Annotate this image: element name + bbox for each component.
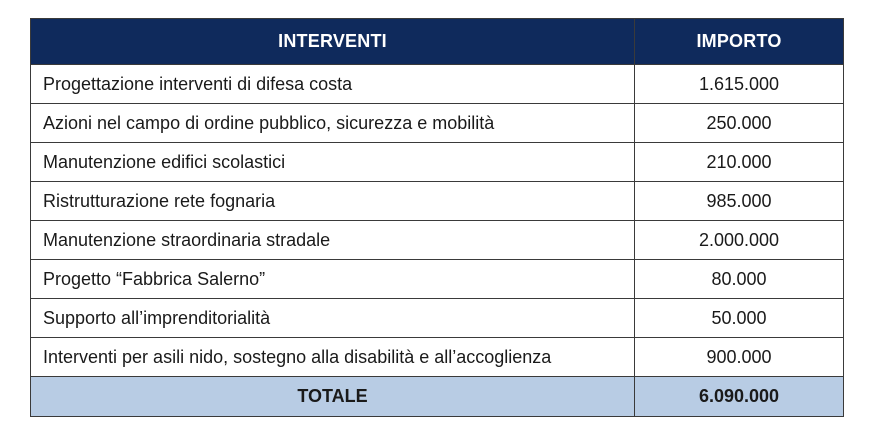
row-name: Supporto all’imprenditorialità <box>31 299 635 338</box>
row-amount: 210.000 <box>635 143 844 182</box>
row-amount: 2.000.000 <box>635 221 844 260</box>
header-row <box>31 19 844 65</box>
table-row <box>31 338 844 377</box>
row-name: Azioni nel campo di ordine pubblico, sicurezza e mobilità <box>31 104 635 143</box>
row-amount: 80.000 <box>635 260 844 299</box>
row-amount: 900.000 <box>635 338 844 377</box>
row-amount: 250.000 <box>635 104 844 143</box>
row-name: Interventi per asili nido, sostegno alla disabilità e all’accoglienza <box>31 338 635 377</box>
total-label: TOTALE <box>31 377 635 417</box>
table-row <box>31 260 844 299</box>
table-footer <box>31 377 844 417</box>
row-name: Manutenzione straordinaria stradale <box>31 221 635 260</box>
table-body <box>31 65 844 377</box>
row-amount: 1.615.000 <box>635 65 844 104</box>
row-name: Progetto “Fabbrica Salerno” <box>31 260 635 299</box>
row-name: Manutenzione edifici scolastici <box>31 143 635 182</box>
table-row <box>31 299 844 338</box>
table-row <box>31 104 844 143</box>
table-row <box>31 221 844 260</box>
table-row <box>31 182 844 221</box>
header-importo: IMPORTO <box>635 19 844 65</box>
table-row <box>31 143 844 182</box>
row-amount: 50.000 <box>635 299 844 338</box>
budget-table <box>30 18 844 417</box>
table-row <box>31 65 844 104</box>
row-name: Progettazione interventi di difesa costa <box>31 65 635 104</box>
row-amount: 985.000 <box>635 182 844 221</box>
total-row <box>31 377 844 417</box>
header-interventi: INTERVENTI <box>31 19 635 65</box>
table-header <box>31 19 844 65</box>
total-amount: 6.090.000 <box>635 377 844 417</box>
row-name: Ristrutturazione rete fognaria <box>31 182 635 221</box>
